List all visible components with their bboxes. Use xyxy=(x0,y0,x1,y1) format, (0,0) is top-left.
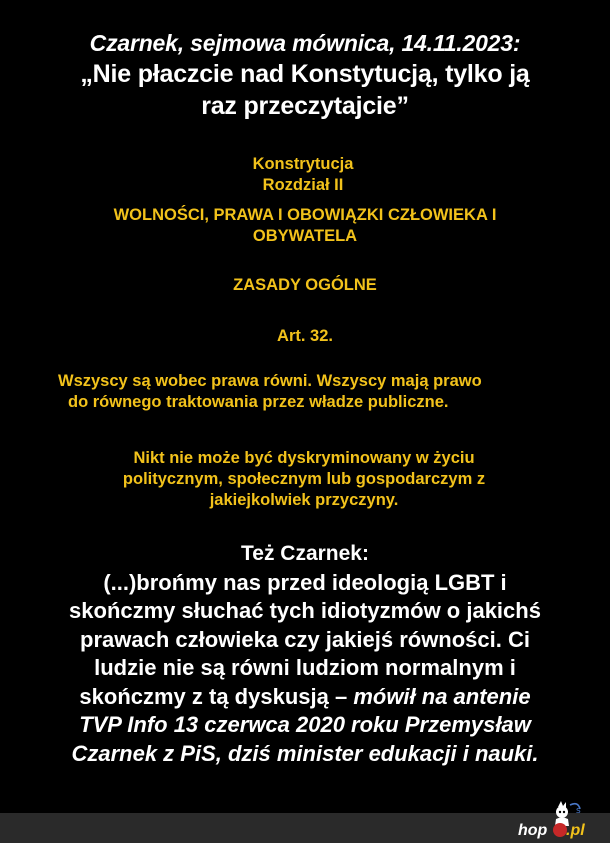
constitution-chapter-title xyxy=(0,205,610,247)
article-paragraph-2 xyxy=(64,448,544,511)
counter-quote-line-7 xyxy=(0,740,610,769)
svg-text:s: s xyxy=(576,806,581,816)
source-line-1: TVP Info 13 czerwca 2020 roku Przemysław xyxy=(79,712,531,737)
rights-line-1: WOLNOŚCI, PRAWA I OBOWIĄZKI CZŁOWIEKA I xyxy=(113,206,497,224)
constitution-chapter: Rozdział II xyxy=(262,176,344,194)
rights-line-2: OBYWATELA xyxy=(252,227,358,245)
section-title: ZASADY OGÓLNE xyxy=(233,276,377,294)
counter-quote-line-4: ludzie nie są równi ludziom normalnym i xyxy=(94,655,516,680)
paragraph-2-line-2: politycznym, społecznym lub gospodarczym z xyxy=(122,470,486,488)
constitution-title: Konstrytucja xyxy=(252,155,354,173)
watermark-dot xyxy=(553,823,567,837)
counter-quote-line-2: skończmy słuchać tych idiotyzmów o jakichś xyxy=(69,598,541,623)
header-quote-line-2: raz przeczytajcie” xyxy=(201,92,409,120)
header-attribution: Czarnek, sejmowa mównica, 14.11.2023: xyxy=(89,30,521,56)
header-quote xyxy=(0,28,610,122)
counter-quote-line-6 xyxy=(0,711,610,740)
paragraph-1-line-1: Wszyscy są wobec prawa równi. Wszyscy mają prawo xyxy=(58,372,482,390)
paragraph-2-line-1: Nikt nie może być dyskryminowany w życiu xyxy=(133,449,475,467)
counter-quote-line-1: (...)brońmy nas przed ideologią LGBT i xyxy=(103,569,507,595)
watermark-pl: .pl xyxy=(566,822,585,839)
paragraph-2-line-3: jakiejkolwiek przyczyny. xyxy=(209,491,399,509)
counter-quote-line-5 xyxy=(0,683,610,712)
counter-quote-line-3: prawach człowieka czy jakiejś równości. Ci xyxy=(80,626,530,652)
watermark-hop: hop xyxy=(518,822,548,839)
paragraph-1-line-2: do równego traktowania przez władze publiczne. xyxy=(68,393,449,411)
header-quote-line-1: „Nie płaczcie nad Konstytucją, tylko ją xyxy=(80,60,530,88)
counter-quote-intro: Też Czarnek: xyxy=(241,542,369,565)
article-paragraph-1 xyxy=(58,371,598,413)
hopsi-logo[interactable] xyxy=(514,799,598,839)
counter-quote-line-5-plain: skończmy z tą dyskusją – xyxy=(79,683,354,709)
counter-quote xyxy=(0,540,610,768)
counter-quote-line-5-italic: mówił na antenie xyxy=(353,683,531,709)
article-number: Art. 32. xyxy=(277,327,333,345)
source-line-2: Czarnek z PiS, dziś minister edukacji i nauki. xyxy=(71,740,539,766)
constitution-heading xyxy=(0,154,610,196)
